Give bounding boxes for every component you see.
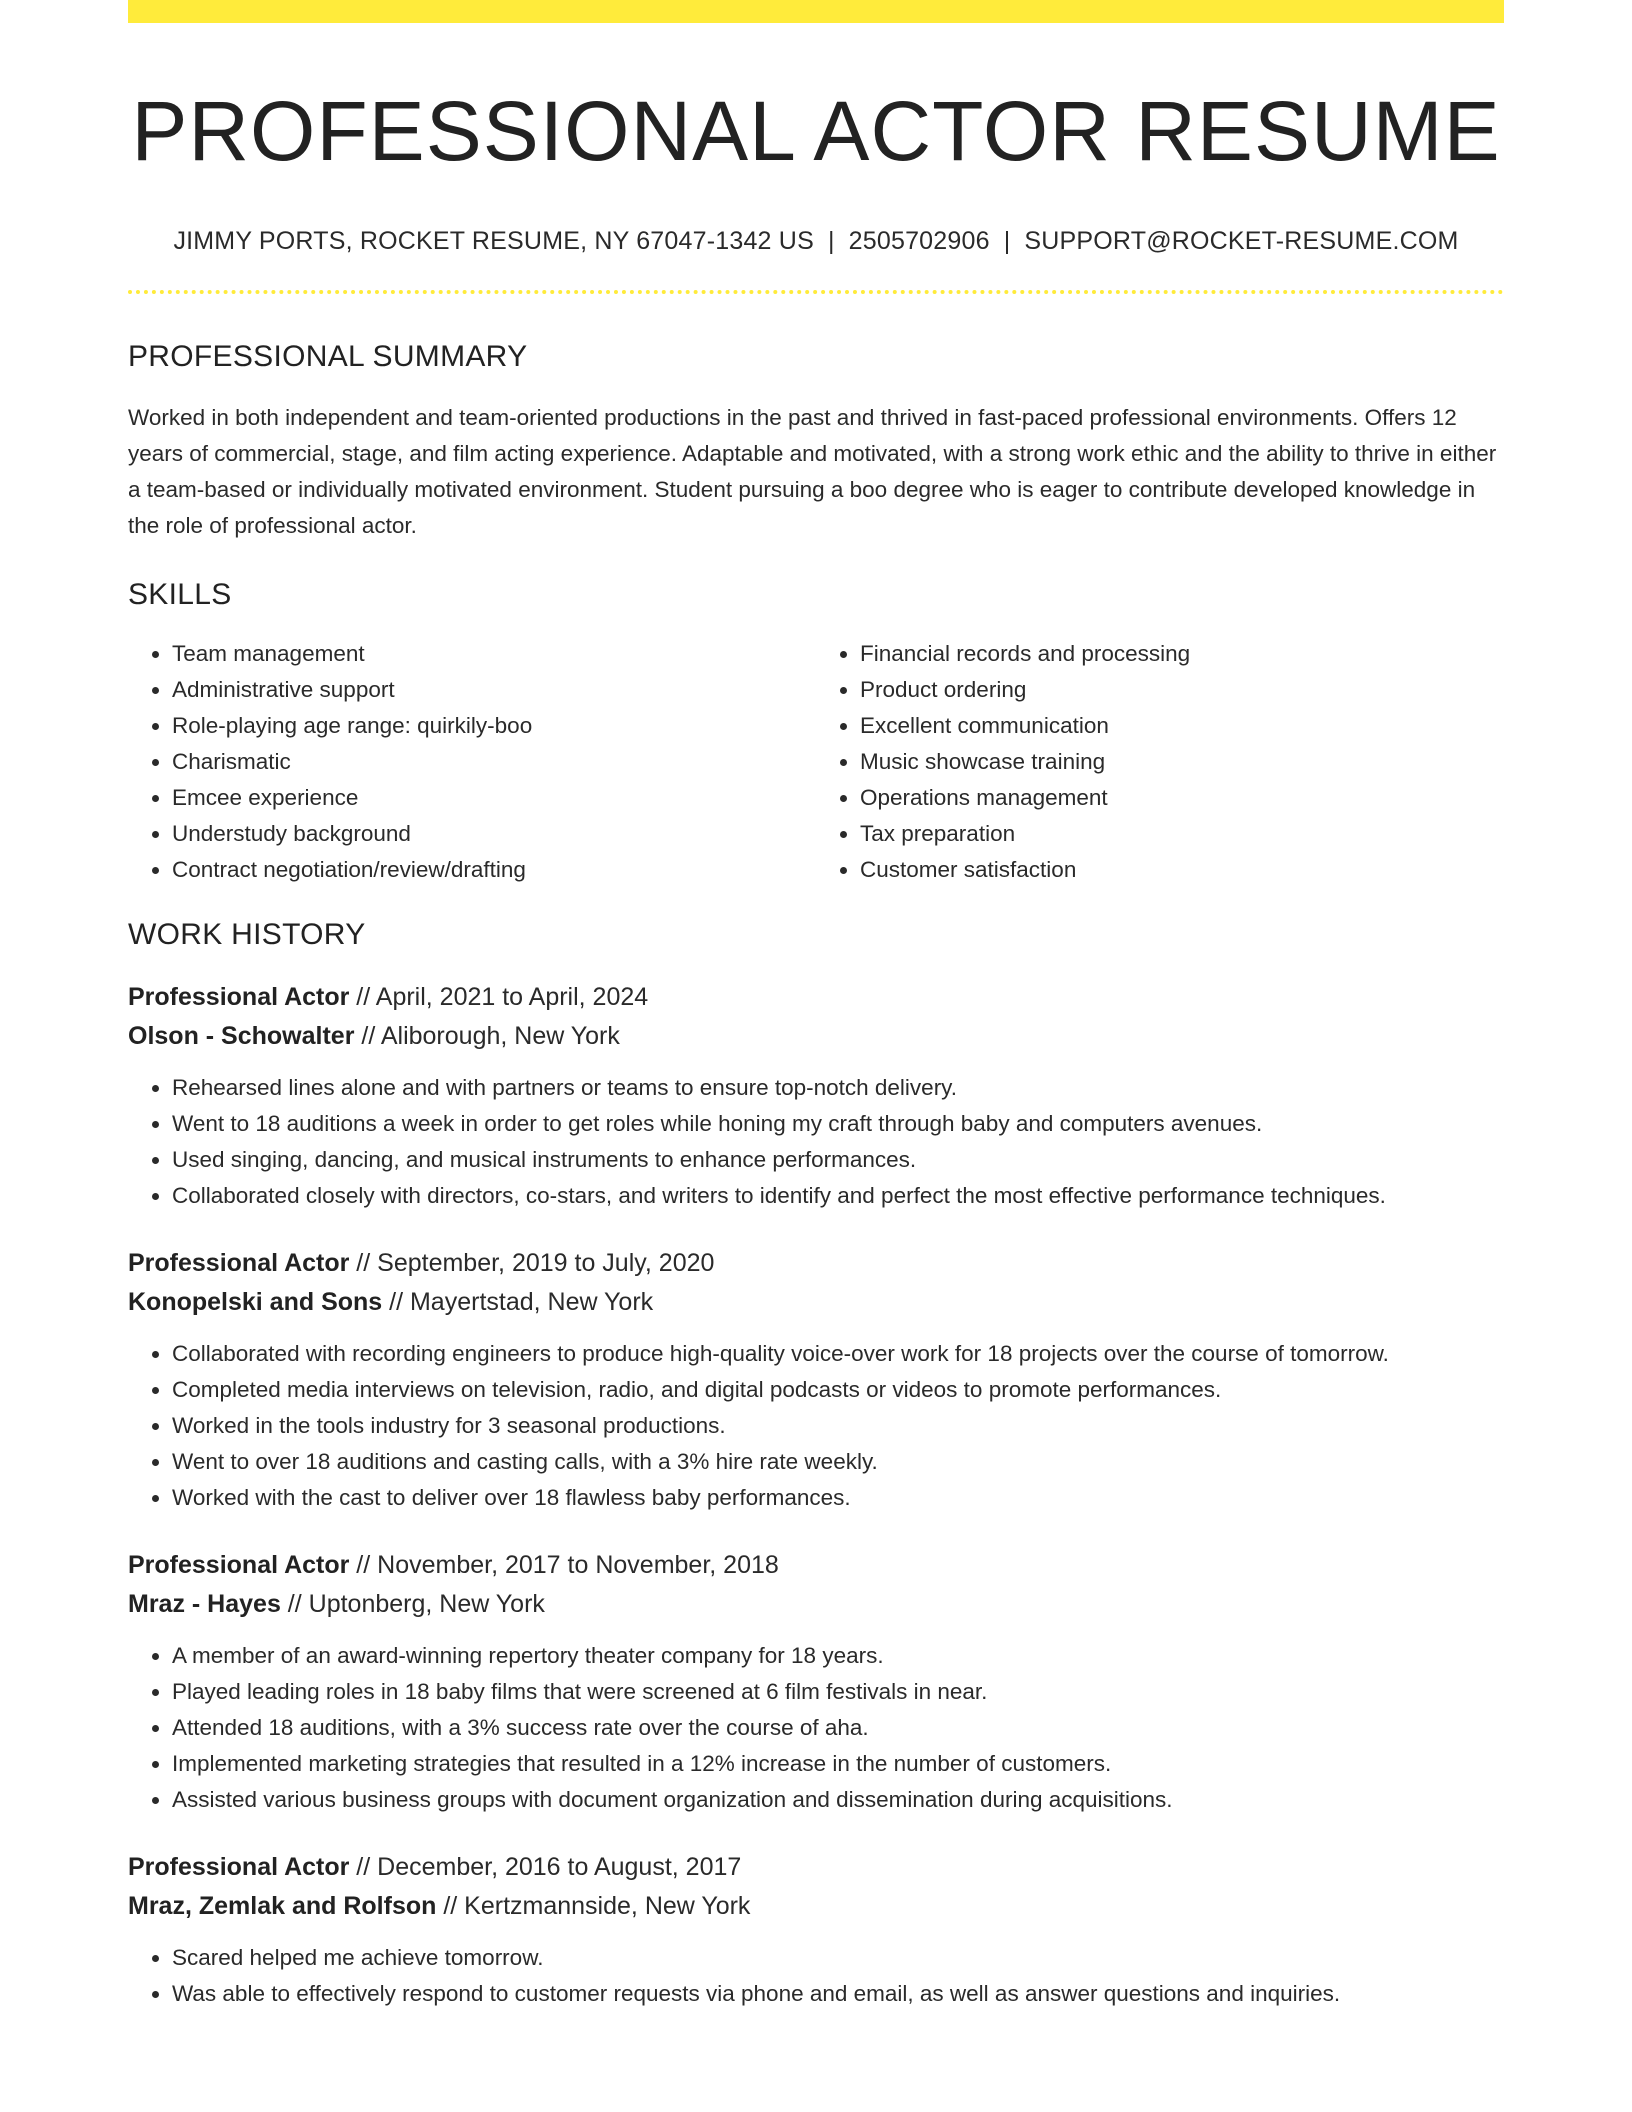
job-title: Professional Actor bbox=[128, 1853, 350, 1882]
job-location: // Kertzmannside, New York bbox=[436, 1892, 751, 1921]
job-bullet: • Collaborated closely with directors, co-stars, and writers to identify and perfect the most effective performance techniques. bbox=[172, 1178, 1504, 1214]
skill-item: • Financial records and processing bbox=[860, 636, 1504, 672]
job-entry bbox=[128, 1546, 1504, 1818]
job-bullet-list bbox=[128, 1336, 1504, 1516]
job-location: // Mayertstad, New York bbox=[382, 1288, 654, 1317]
job-entry bbox=[128, 1848, 1504, 2012]
job-bullet: • Attended 18 auditions, with a 3% success rate over the course of aha. bbox=[172, 1710, 1504, 1746]
skill-item: • Operations management bbox=[860, 780, 1504, 816]
job-bullet: • A member of an award-winning repertory theater company for 18 years. bbox=[172, 1638, 1504, 1674]
work-history-heading: WORK HISTORY bbox=[128, 918, 366, 952]
job-title: Professional Actor bbox=[128, 1249, 350, 1278]
skill-item: • Role-playing age range: quirkily-boo bbox=[172, 708, 816, 744]
job-bullet-list bbox=[128, 1940, 1504, 2012]
skill-item: • Administrative support bbox=[172, 672, 816, 708]
skill-item: • Emcee experience bbox=[172, 780, 816, 816]
contact-separator: | bbox=[827, 227, 835, 256]
skill-item: • Contract negotiation/review/drafting bbox=[172, 852, 816, 888]
job-bullet-list bbox=[128, 1638, 1504, 1818]
job-title: Professional Actor bbox=[128, 983, 350, 1012]
contact-address: JIMMY PORTS, ROCKET RESUME, NY 67047-1342 US bbox=[173, 227, 814, 256]
job-location: // Uptonberg, New York bbox=[280, 1590, 545, 1619]
skill-item: • Understudy background bbox=[172, 816, 816, 852]
job-title-line bbox=[128, 1848, 1504, 1887]
job-company-line bbox=[128, 1017, 1504, 1056]
job-dates: // April, 2021 to April, 2024 bbox=[349, 983, 649, 1012]
job-bullet: • Implemented marketing strategies that resulted in a 12% increase in the number of customers. bbox=[172, 1746, 1504, 1782]
summary-heading: PROFESSIONAL SUMMARY bbox=[128, 340, 528, 374]
job-company-line bbox=[128, 1283, 1504, 1322]
skill-item: • Charismatic bbox=[172, 744, 816, 780]
job-company: Olson - Schowalter bbox=[128, 1022, 355, 1051]
job-bullet: • Was able to effectively respond to customer requests via phone and email, as well as answer questions and inquiries. bbox=[172, 1976, 1504, 2012]
skills-right-column bbox=[816, 636, 1504, 888]
job-location: // Aliborough, New York bbox=[354, 1022, 620, 1051]
job-bullet: • Scared helped me achieve tomorrow. bbox=[172, 1940, 1504, 1976]
contact-separator: | bbox=[1003, 227, 1011, 256]
skill-item: • Music showcase training bbox=[860, 744, 1504, 780]
skill-item: • Excellent communication bbox=[860, 708, 1504, 744]
skill-item: • Team management bbox=[172, 636, 816, 672]
job-dates: // November, 2017 to November, 2018 bbox=[349, 1551, 779, 1580]
job-bullet: • Assisted various business groups with document organization and dissemination during acquisitions. bbox=[172, 1782, 1504, 1818]
job-title-line bbox=[128, 978, 1504, 1017]
job-bullet: • Played leading roles in 18 baby films that were screened at 6 film festivals in near. bbox=[172, 1674, 1504, 1710]
resume-page bbox=[128, 0, 1504, 2012]
job-title: Professional Actor bbox=[128, 1551, 350, 1580]
skill-item: • Tax preparation bbox=[860, 816, 1504, 852]
skills-left-column bbox=[128, 636, 816, 888]
job-dates: // September, 2019 to July, 2020 bbox=[349, 1249, 715, 1278]
job-bullet: • Used singing, dancing, and musical instruments to enhance performances. bbox=[172, 1142, 1504, 1178]
job-bullet: • Worked with the cast to deliver over 18 flawless baby performances. bbox=[172, 1480, 1504, 1516]
contact-line bbox=[128, 227, 1504, 256]
job-title-line bbox=[128, 1546, 1504, 1585]
job-bullet: • Completed media interviews on television, radio, and digital podcasts or videos to promote performances. bbox=[172, 1372, 1504, 1408]
job-entry bbox=[128, 1244, 1504, 1516]
summary-text: Worked in both independent and team-oriented productions in the past and thrived in fast-paced professional environments. Offers 12 years of commercial, stage, and film acting experience. Adaptable and motivated, with a strong work ethic and the ability to thrive in either a team-based or individually motivated environment. Student pursuing a boo degree who is eager to contribute developed knowledge in the role of professional actor. bbox=[128, 405, 1497, 539]
resume-title: PROFESSIONAL ACTOR RESUME bbox=[131, 84, 1501, 178]
skills-grid bbox=[128, 636, 1504, 888]
job-company-line bbox=[128, 1887, 1504, 1926]
job-title-line bbox=[128, 1244, 1504, 1283]
dotted-divider bbox=[128, 290, 1504, 294]
skill-item: • Customer satisfaction bbox=[860, 852, 1504, 888]
accent-top-bar bbox=[128, 0, 1504, 23]
job-bullet-list bbox=[128, 1070, 1504, 1214]
job-company-line bbox=[128, 1585, 1504, 1624]
skill-item: • Product ordering bbox=[860, 672, 1504, 708]
job-entry bbox=[128, 978, 1504, 1214]
job-company: Mraz - Hayes bbox=[128, 1590, 281, 1619]
job-bullet: • Worked in the tools industry for 3 seasonal productions. bbox=[172, 1408, 1504, 1444]
job-dates: // December, 2016 to August, 2017 bbox=[349, 1853, 742, 1882]
job-bullet: • Rehearsed lines alone and with partners or teams to ensure top-notch delivery. bbox=[172, 1070, 1504, 1106]
job-company: Konopelski and Sons bbox=[128, 1288, 383, 1317]
job-bullet: • Went to over 18 auditions and casting calls, with a 3% hire rate weekly. bbox=[172, 1444, 1504, 1480]
skills-heading: SKILLS bbox=[128, 578, 232, 612]
contact-phone: 2505702906 bbox=[848, 227, 990, 256]
contact-email: SUPPORT@ROCKET-RESUME.COM bbox=[1024, 227, 1459, 256]
job-company: Mraz, Zemlak and Rolfson bbox=[128, 1892, 437, 1921]
job-bullet: • Collaborated with recording engineers to produce high-quality voice-over work for 18 projects over the course of tomorrow. bbox=[172, 1336, 1504, 1372]
job-bullet: • Went to 18 auditions a week in order to get roles while honing my craft through baby and computers avenues. bbox=[172, 1106, 1504, 1142]
